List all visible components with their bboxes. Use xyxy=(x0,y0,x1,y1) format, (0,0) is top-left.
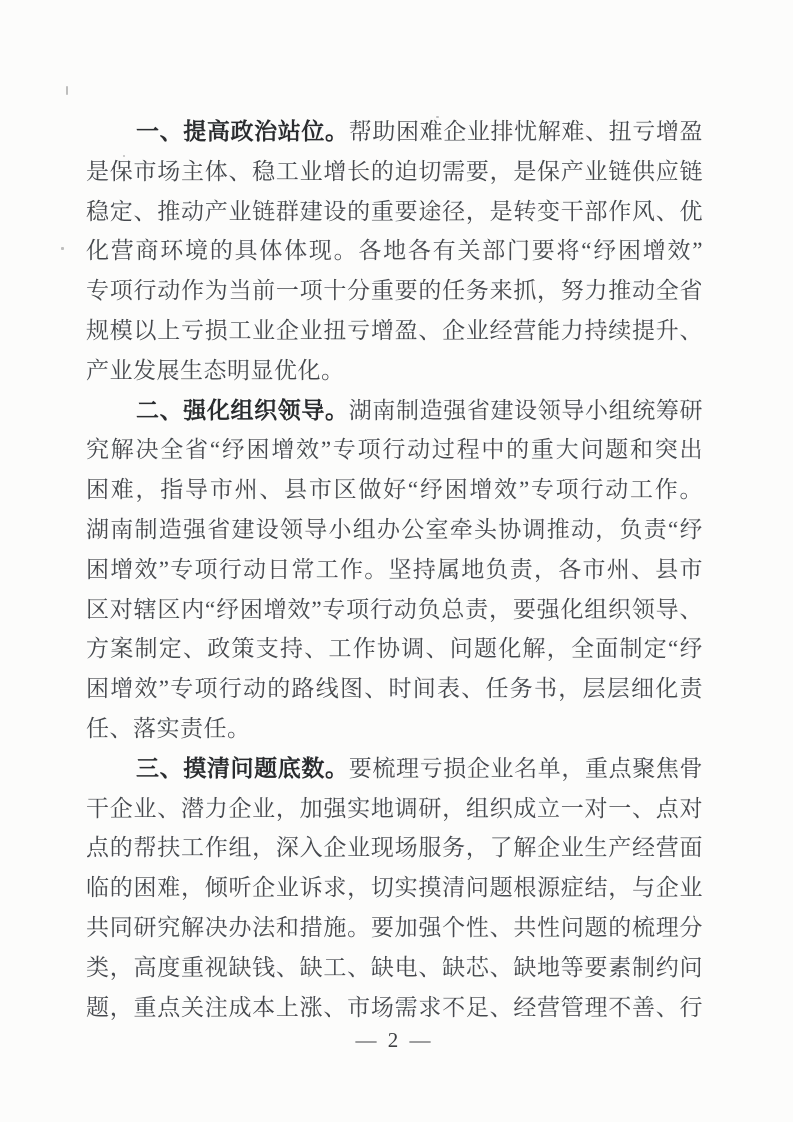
text-line xyxy=(86,629,703,669)
text-line xyxy=(86,192,703,232)
text-line xyxy=(86,112,703,152)
text-line xyxy=(86,271,703,311)
text-line xyxy=(86,590,703,630)
text-line xyxy=(86,351,703,391)
text-run: 临的困难，倾听企业诉求，切实摸清问题根源症结，与企业 xyxy=(86,875,703,901)
text-line xyxy=(86,391,703,431)
text-run: 共同研究解决办法和措施。要加强个性、共性问题的梳理分 xyxy=(86,914,703,940)
text-line xyxy=(86,948,703,988)
text-line xyxy=(86,152,703,192)
text-run: 困增效”专项行动的路线图、时间表、任务书，层层细化责 xyxy=(86,676,703,702)
text-line xyxy=(86,709,703,749)
text-run: 规模以上亏损工业企业扭亏增盈、企业经营能力持续提升、 xyxy=(86,317,703,343)
text-line xyxy=(86,828,703,868)
text-run: 专项行动作为当前一项十分重要的任务来抓，努力推动全省 xyxy=(86,278,703,304)
text-run: 产业发展生态明显优化。 xyxy=(86,357,345,383)
scan-speck xyxy=(61,247,64,250)
text-line xyxy=(86,868,703,908)
text-run: 类，高度重视缺钱、缺工、缺电、缺芯、缺地等要素制约问 xyxy=(86,954,703,980)
text-run: 湖南制造强省建设领导小组统筹研 xyxy=(348,397,704,423)
text-line xyxy=(86,430,703,470)
text-run: 干企业、潜力企业，加强实地调研，组织成立一对一、点对 xyxy=(86,795,703,821)
text-line xyxy=(86,550,703,590)
text-run: 湖南制造强省建设领导小组办公室牵头协调推动，负责“纾 xyxy=(86,516,703,542)
paragraph-heading: 二、强化组织领导。 xyxy=(136,397,349,423)
text-run: 究解决全省“纾困增效”专项行动过程中的重大问题和突出 xyxy=(86,437,703,463)
text-run: 点的帮扶工作组，深入企业现场服务，了解企业生产经营面 xyxy=(86,835,703,861)
text-run: 帮助困难企业排忧解难、扭亏增盈 xyxy=(348,119,704,144)
text-line xyxy=(86,510,703,550)
text-line xyxy=(86,988,703,1028)
text-line xyxy=(86,789,703,829)
text-run: 困难，指导市州、县市区做好“纾困增效”专项行动工作。 xyxy=(86,477,703,503)
text-run: 要梳理亏损企业名单，重点聚焦骨 xyxy=(348,755,704,781)
document-body xyxy=(86,112,703,1027)
scan-speck xyxy=(66,86,68,95)
text-line xyxy=(86,908,703,948)
text-run: 是保市场主体、稳工业增长的迫切需要，是保产业链供应链 xyxy=(86,158,703,184)
text-line xyxy=(86,669,703,709)
page-number: — 2 — xyxy=(355,1028,434,1052)
text-line xyxy=(86,311,703,351)
text-line xyxy=(86,231,703,271)
text-run: 区对辖区内“纾困增效”专项行动负总责，要强化组织领导、 xyxy=(86,596,703,622)
paragraph-heading: 一、提高政治站位。 xyxy=(136,119,349,144)
paragraph-heading: 三、摸清问题底数。 xyxy=(136,755,349,781)
text-run: 困增效”专项行动日常工作。坚持属地负责，各市州、县市 xyxy=(86,556,703,582)
text-run: 方案制定、政策支持、工作协调、问题化解，全面制定“纾 xyxy=(86,636,703,662)
text-run: 化营商环境的具体体现。各地各有关部门要将“纾困增效” xyxy=(86,238,703,264)
text-line xyxy=(86,470,703,510)
text-run: 任、落实责任。 xyxy=(86,715,251,741)
text-run: 题，重点关注成本上涨、市场需求不足、经营管理不善、行 xyxy=(86,994,703,1020)
text-line xyxy=(86,749,703,789)
text-run: 稳定、推动产业链群建设的重要途径，是转变干部作风、优 xyxy=(86,198,703,224)
